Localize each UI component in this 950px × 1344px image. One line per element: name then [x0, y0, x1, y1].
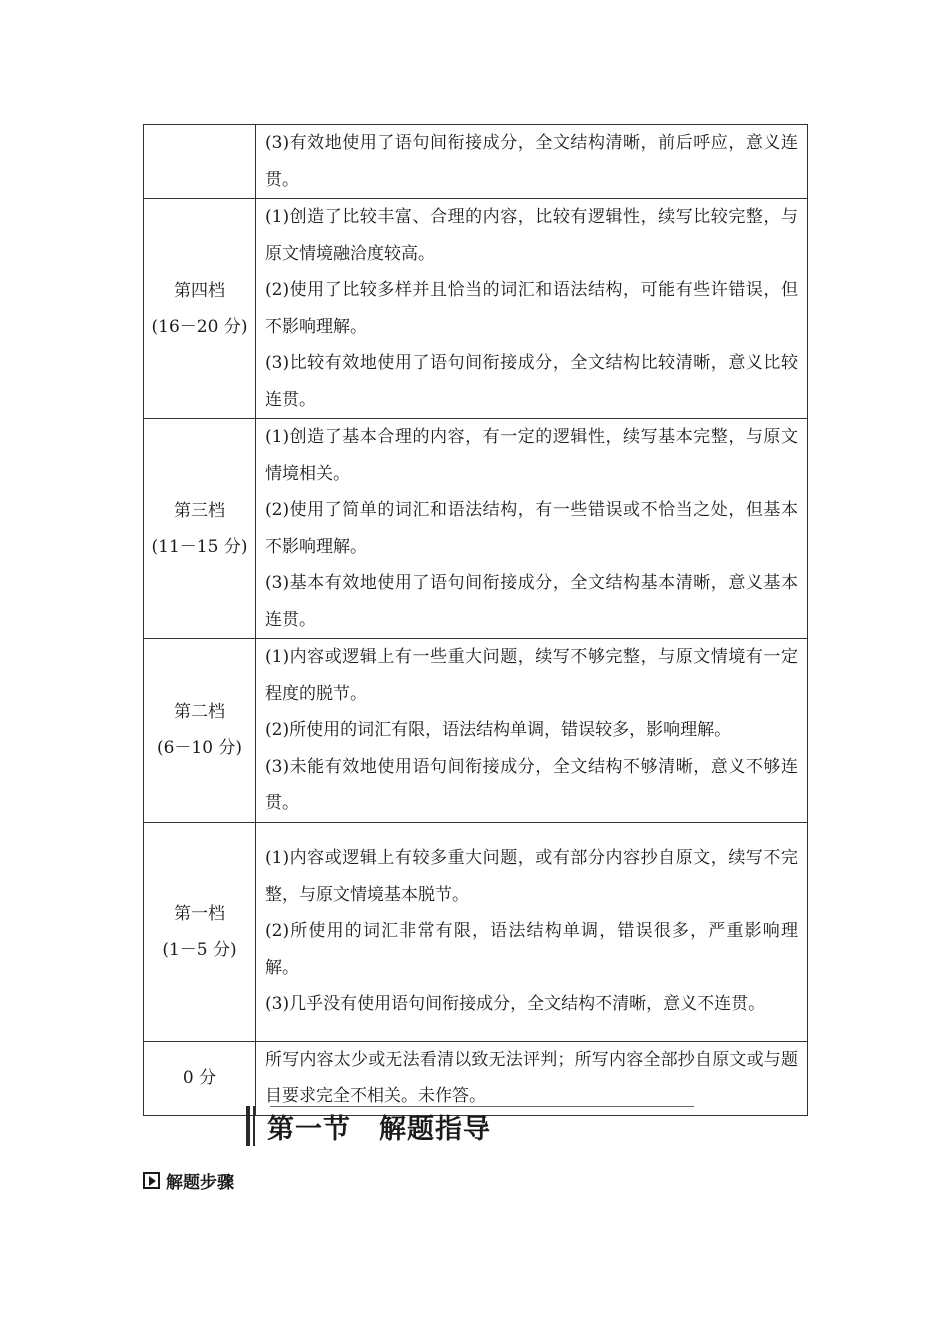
- description-cell: [256, 822, 808, 1041]
- criterion-item: (1)内容或逻辑上有一些重大问题，续写不够完整，与原文情境有一定程度的脱节。: [265, 647, 798, 704]
- grade-cell: [144, 639, 256, 823]
- criterion-item: (1)内容或逻辑上有较多重大问题，或有部分内容抄自原文，续写不完整，与原文情境基本脱节。: [265, 848, 798, 905]
- score-range: (6－10 分): [156, 738, 243, 759]
- criterion-item: 所写内容太少或无法看清以致无法评判；所写内容全部抄自原文或与题目要求完全不相关。未作答。: [265, 1049, 798, 1106]
- description-cell: [256, 125, 808, 199]
- grade-label: 第一档: [174, 903, 225, 924]
- criterion-item: (2)使用了比较多样并且恰当的词汇和语法结构，可能有些许错误，但不影响理解。: [265, 280, 798, 337]
- subsection-title: 解题步骤: [166, 1173, 234, 1193]
- rubric-row-continued: [144, 125, 808, 199]
- subsection-heading: [143, 1168, 234, 1193]
- grade-label: 第四档: [174, 280, 225, 301]
- criterion-item: (2)所使用的词汇非常有限，语法结构单调，错误很多，严重影响理解。: [265, 921, 798, 978]
- criterion-item: (3)未能有效地使用语句间衔接成分，全文结构不够清晰，意义不够连贯。: [265, 756, 798, 813]
- section-heading: [246, 1106, 491, 1146]
- grade-cell: [144, 419, 256, 639]
- grade-cell: [144, 199, 256, 419]
- criterion-item: (3)几乎没有使用语句间衔接成分，全文结构不清晰，意义不连贯。: [265, 994, 766, 1015]
- score-range: (11－15 分): [151, 536, 248, 557]
- rubric-row-tier-1: [144, 822, 808, 1041]
- score-range: (1－5 分): [162, 939, 237, 960]
- heading-bar-decoration: [253, 1106, 255, 1146]
- rubric-row-tier-2: [144, 639, 808, 823]
- rubric-row-tier-3: [144, 419, 808, 639]
- criterion-item: (1)创造了基本合理的内容，有一定的逻辑性，续写基本完整，与原文情境相关。: [265, 427, 798, 484]
- grade-cell: [144, 822, 256, 1041]
- heading-bar-decoration: [246, 1106, 250, 1146]
- criterion-item: (3)比较有效地使用了语句间衔接成分，全文结构比较清晰，意义比较连贯。: [265, 353, 798, 410]
- grade-label: 第三档: [174, 500, 225, 521]
- criterion-item: (2)所使用的词汇有限，语法结构单调，错误较多，影响理解。: [265, 720, 732, 740]
- rubric-row-tier-4: [144, 199, 808, 419]
- description-cell: [256, 419, 808, 639]
- grade-cell: [144, 125, 256, 199]
- grade-cell: [144, 1041, 256, 1115]
- criterion-item: (1)创造了比较丰富、合理的内容，比较有逻辑性，续写比较完整，与原文情境融洽度较高。: [265, 207, 798, 264]
- scoring-rubric-table: [143, 124, 808, 1116]
- description-cell: [256, 639, 808, 823]
- score-range: (16－20 分): [151, 316, 248, 337]
- rubric-row-zero: [144, 1041, 808, 1115]
- criterion-item: (3)基本有效地使用了语句间衔接成分，全文结构基本清晰，意义基本连贯。: [265, 573, 798, 630]
- grade-label: 0 分: [182, 1068, 217, 1088]
- description-cell: [256, 199, 808, 419]
- play-box-icon: [143, 1172, 160, 1189]
- description-cell: [256, 1041, 808, 1115]
- criterion-item: (2)使用了简单的词汇和语法结构，有一些错误或不恰当之处，但基本不影响理解。: [265, 500, 798, 557]
- criterion-item: (3)有效地使用了语句间衔接成分，全文结构清晰，前后呼应，意义连贯。: [265, 133, 798, 190]
- section-title: 第一节 解题指导: [267, 1113, 491, 1145]
- grade-label: 第二档: [174, 702, 225, 723]
